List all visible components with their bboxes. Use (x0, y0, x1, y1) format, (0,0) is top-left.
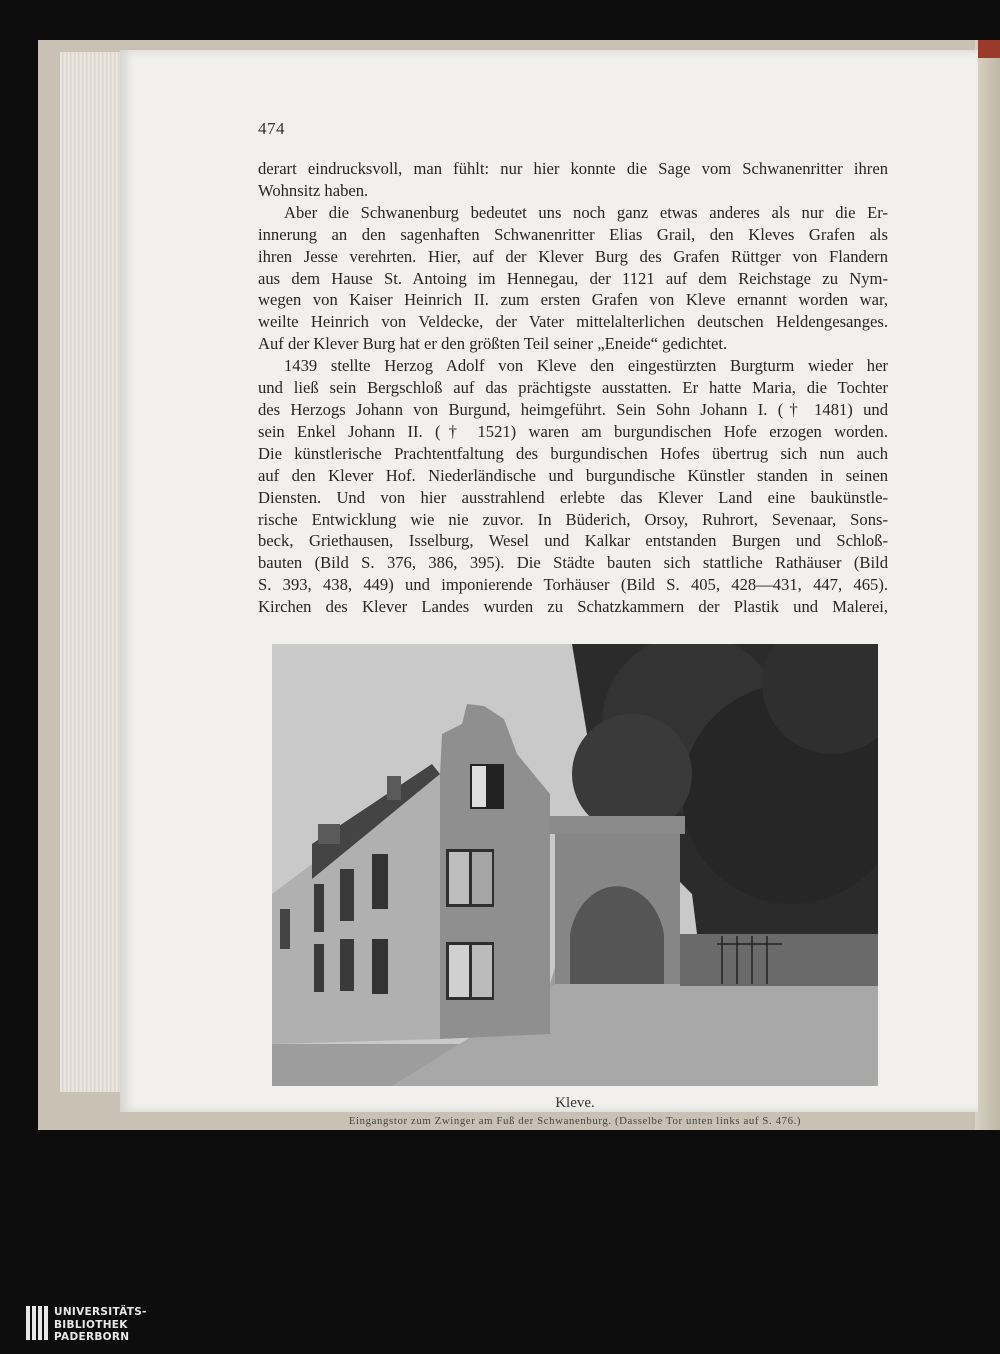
photo-caption-title: Kleve. (555, 1095, 595, 1111)
text-line: Kirchen des Klever Landes wurden zu Schatzkammern der Plastik und Malerei, (258, 597, 888, 617)
photo-caption-subtitle: Eingangstor zum Zwinger am Fuß der Schwanenburg. (Dasselbe Tor unten links auf S. 476.) (348, 1115, 802, 1127)
text-line: weilte Heinrich von Veldecke, der Vater mittelalterlichen deutschen Heldengesanges. (258, 312, 888, 332)
book-cover-right-edge (975, 40, 1000, 1130)
text-line: Wohnsitz haben. (258, 180, 369, 200)
library-logo (26, 1306, 166, 1346)
text-line: und ließ sein Bergschloß auf das prächtigste ausstatten. Er hatte Maria, die Tochter (258, 378, 888, 398)
text-line: rische Entwicklung wie nie zuvor. In Büderich, Orsoy, Ruhrort, Sevenaar, Sons- (258, 509, 888, 529)
text-line: beck, Griethausen, Isselburg, Wesel und Kalkar entstanden Burgen und Schloß- (258, 531, 888, 551)
body-text (258, 158, 888, 618)
book-spine-corner (978, 40, 1000, 58)
text-line: des Herzogs Johann von Burgund, heimgeführt. Sein Sohn Johann I. († 1481) und (258, 399, 888, 419)
text-line: derart eindrucksvoll, man fühlt: nur hier konnte die Sage vom Schwanenritter ihren (258, 159, 888, 178)
text-line: Auf der Klever Burg hat er den größten Teil seiner „Eneide“ gedichtet. (258, 334, 728, 354)
text-line: Diensten. Und von hier ausstrahlend erlebte das Klever Land eine baukünstle- (258, 487, 888, 507)
photo-kleve-gate (272, 644, 878, 1086)
text-line: auf den Klever Hof. Niederländische und burgundische Künstler standen in seinen (258, 465, 888, 485)
text-line: Die künstlerische Prachtentfaltung des burgundischen Hofes übertrug sich nun auch (258, 443, 888, 463)
text-line: S. 393, 438, 449) und imponierende Torhäuser (Bild S. 405, 428—431, 447, 465). (258, 575, 888, 595)
logo-line-3: PADERBORN (54, 1331, 130, 1343)
text-line: innerung an den sagenhaften Schwanenritter Elias Grail, den Kleves Grafen als (258, 224, 888, 244)
text-line: Aber die Schwanenburg bedeutet uns noch ganz etwas anderes als nur die Er- (284, 202, 888, 222)
text-line: ihren Jesse verehrten. Hier, auf der Klever Burg des Grafen Rüttger von Flandern (258, 246, 888, 266)
text-line: sein Enkel Johann II. († 1521) waren am burgundischen Hofe erzogen worden. (258, 421, 888, 441)
text-line: bauten (Bild S. 376, 386, 395). Die Städte bauten sich stattliche Rathäuser (Bild (258, 553, 888, 573)
library-logo-icon (26, 1306, 48, 1344)
logo-line-1: UNIVERSITÄTS- (54, 1306, 147, 1318)
text-line: 1439 stellte Herzog Adolf von Kleve den eingestürzten Burgturm wieder her (284, 356, 888, 376)
logo-line-2: BIBLIOTHEK (54, 1318, 128, 1331)
text-line: wegen von Kaiser Heinrich II. zum ersten Grafen von Kleve ernannt worden war, (258, 290, 888, 310)
text-line: aus dem Hause St. Antoing im Hennegau, der 1121 auf dem Reichstage zu Nym- (258, 268, 888, 288)
page-number: 474 (258, 119, 285, 138)
